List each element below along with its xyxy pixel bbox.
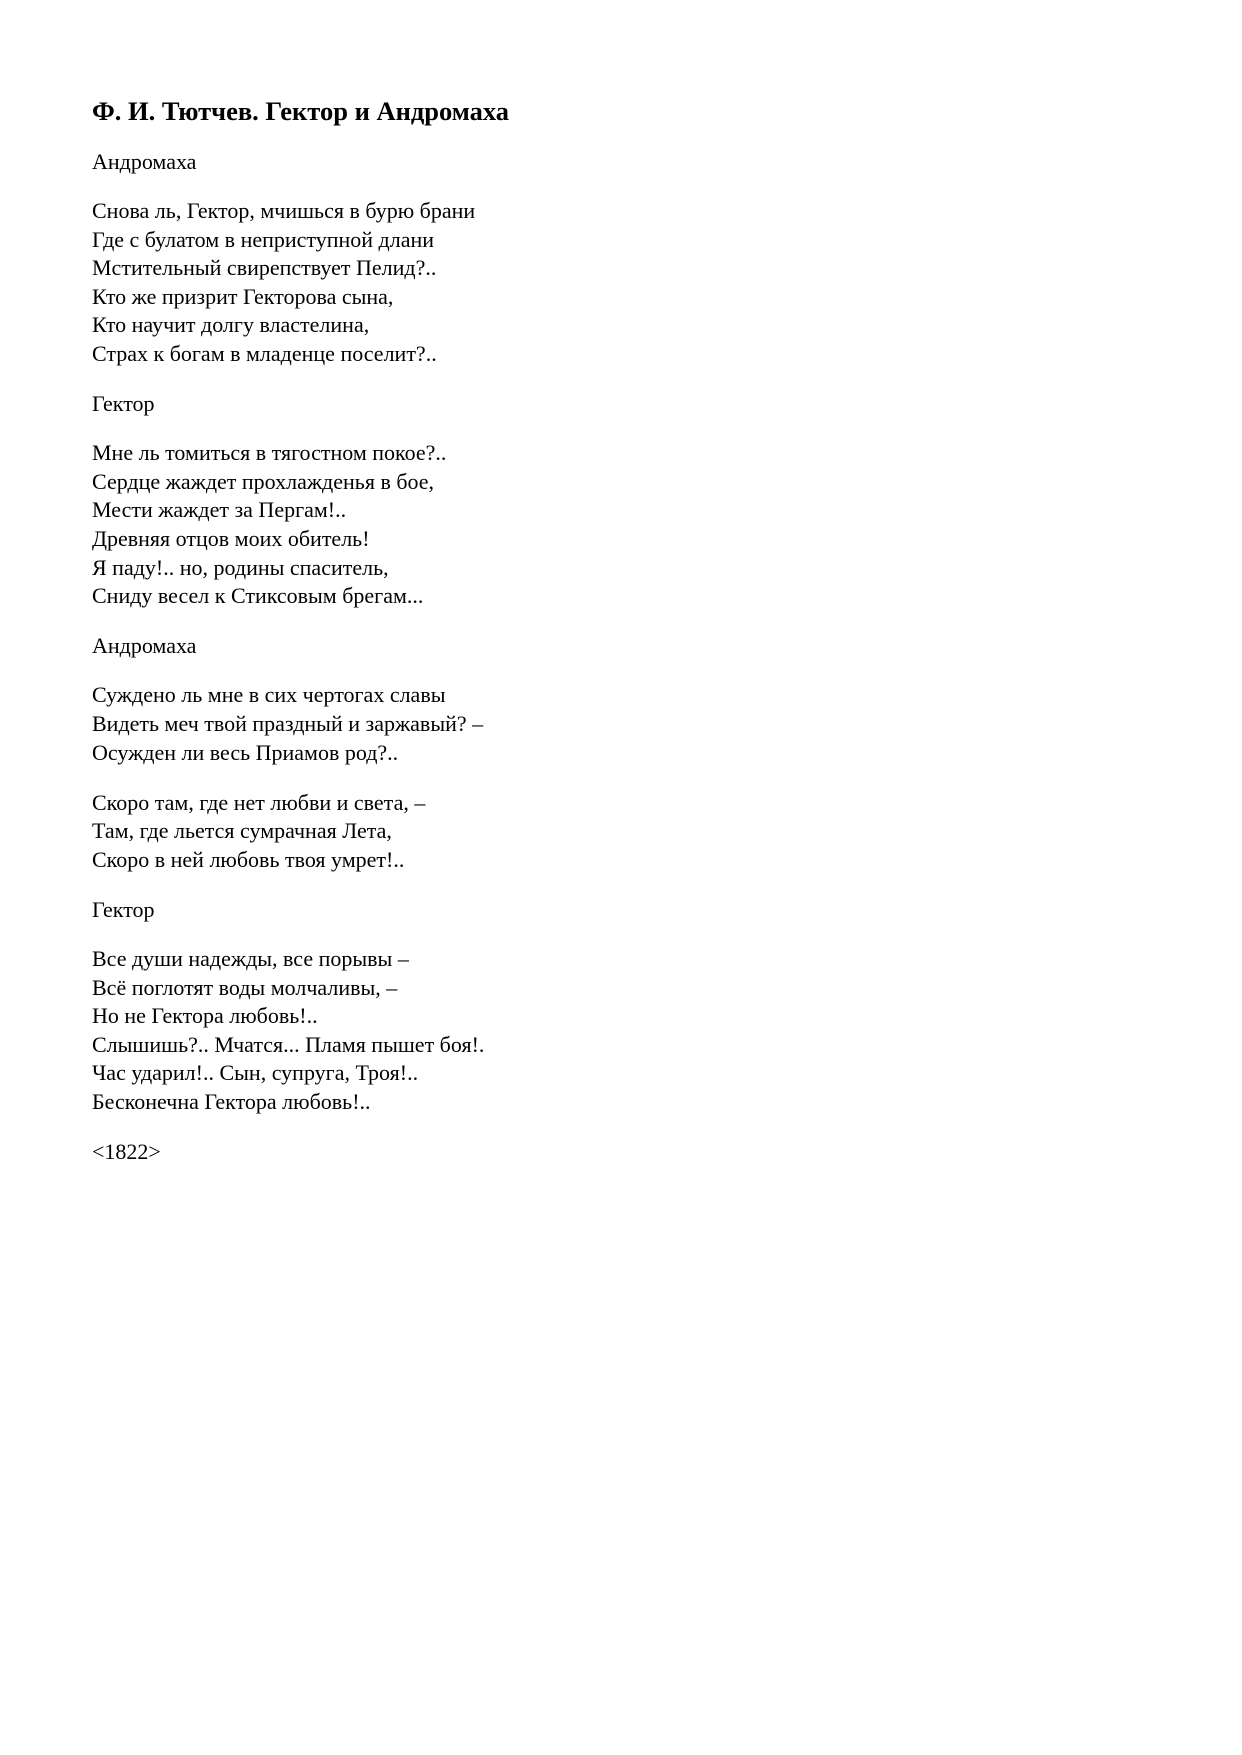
verse-line: Час ударил!.. Сын, супруга, Троя!.. [92, 1060, 419, 1086]
verse-line: Страх к богам в младенце поселит?.. [92, 341, 437, 367]
poem-section [92, 896, 1152, 1117]
verse-line: Снова ль, Гектор, мчишься в бурю брани [92, 198, 476, 224]
verse-line: Всё поглотят воды молчаливы, – [92, 974, 398, 1000]
verse-line: Осужден ли весь Приамов род?.. [92, 739, 399, 765]
speaker-label: Андромаха [92, 149, 197, 174]
stanza [92, 945, 1152, 1117]
verse-line: Бесконечна Гектора любовь!.. [92, 1089, 371, 1115]
verse-line: Сниду весел к Стиксовым брегам... [92, 583, 424, 609]
poem-date: <1822> [92, 1139, 161, 1165]
poem-title: Ф. И. Тютчев. Гектор и Андромаха [92, 96, 510, 126]
poem-section [92, 148, 1152, 369]
speaker-label: Гектор [92, 391, 155, 417]
verse-line: Мстительный свирепствует Пелид?.. [92, 255, 437, 281]
stanza [92, 439, 1152, 611]
verse-line: Кто научит долгу властелина, [92, 312, 370, 338]
verse-line: Все души надежды, все порывы – [92, 946, 409, 972]
verse-line: Мне ль томиться в тягостном покое?.. [92, 440, 447, 466]
verse-line: Сердце жаждет прохлажденья в бое, [92, 468, 435, 494]
poem-section [92, 390, 1152, 611]
poem-section [92, 632, 1152, 874]
speaker-label: Андромаха [92, 633, 197, 659]
verse-line: Видеть меч твой праздный и заржавый? – [92, 711, 484, 736]
verse-line: Там, где льется сумрачная Лета, [92, 818, 392, 844]
stanza [92, 681, 1152, 767]
speaker-label: Гектор [92, 896, 155, 922]
verse-line: Но не Гектора любовь!.. [92, 1003, 318, 1029]
verse-line: Мести жаждет за Пергам!.. [92, 497, 347, 523]
verse-line: Слышишь?.. Мчатся... Пламя пышет боя!. [92, 1031, 485, 1057]
verse-line: Древняя отцов моих обитель! [92, 526, 370, 552]
verse-line: Где с булатом в неприступной длани [92, 226, 435, 252]
verse-line: Кто же призрит Гекторова сына, [92, 283, 394, 309]
verse-line: Скоро там, где нет любви и света, – [92, 789, 426, 815]
verse-line: Суждено ль мне в сих чертогах славы [92, 682, 446, 708]
document-page [92, 96, 1152, 1167]
verse-line: Скоро в ней любовь твоя умрет!.. [92, 846, 405, 872]
verse-line: Я паду!.. но, родины спаситель, [92, 554, 389, 580]
stanza [92, 789, 1152, 875]
stanza [92, 197, 1152, 369]
